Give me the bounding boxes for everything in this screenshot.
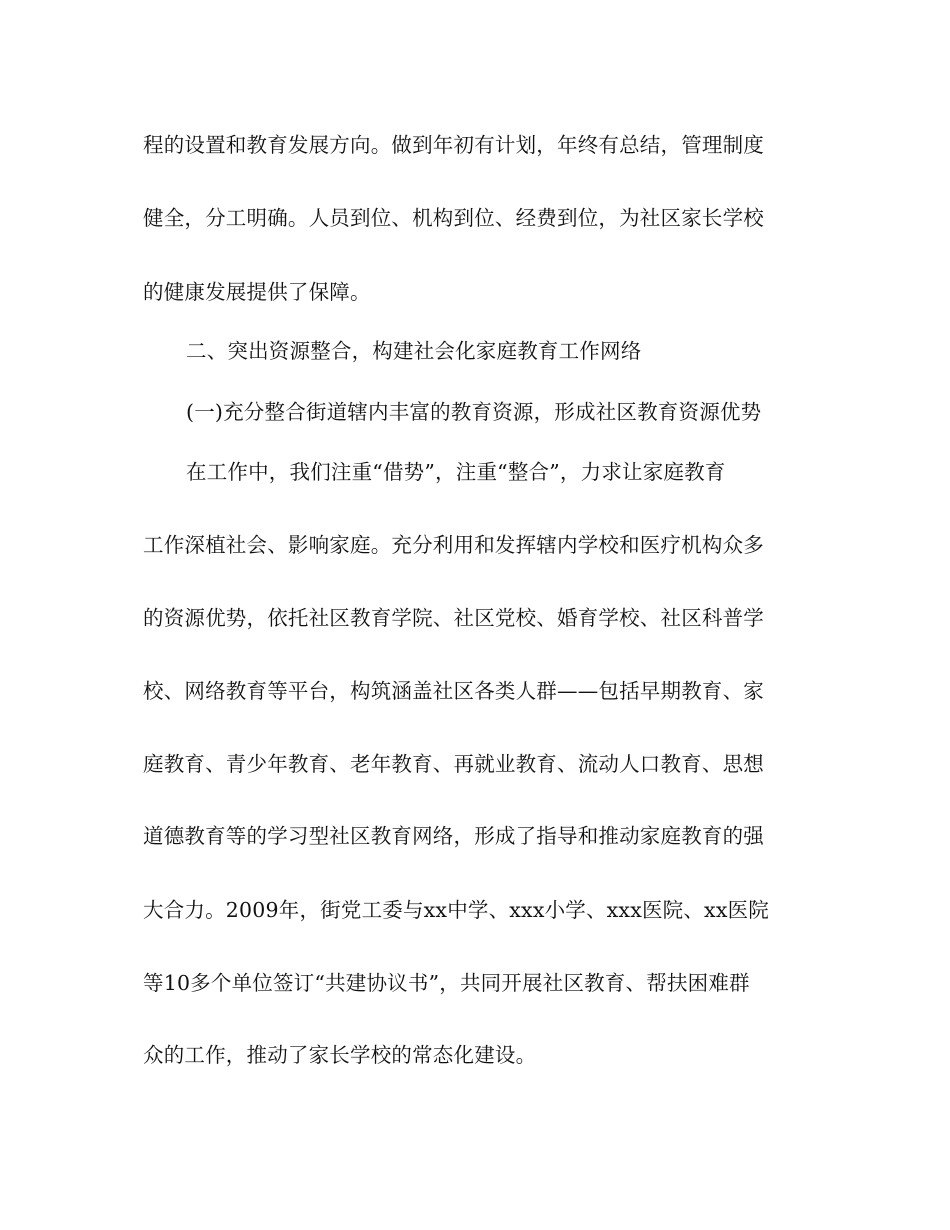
paragraph-line: 校、网络教育等平台，构筑涵盖社区各类人群——包括早期教育、家 (143, 679, 764, 703)
paragraph-line: 工作深植社会、影响家庭。充分利用和发挥辖内学校和医疗机构众多 (143, 533, 764, 557)
paragraph-line: 在工作中，我们注重“借势”，注重“整合”，力求让家庭教育 (186, 460, 726, 484)
paragraph-line: 大合力。2009年，街党工委与xx中学、xxx小学、xxx医院、xx医院 (143, 898, 769, 922)
paragraph-line: 众的工作，推动了家长学校的常态化建设。 (143, 1043, 537, 1067)
subsection-heading: (一)充分整合街道辖内丰富的教育资源，形成社区教育资源优势 (186, 400, 762, 424)
paragraph-line: 等10多个单位签订“共建协议书”，共同开展社区教育、帮扶困难群 (143, 971, 750, 995)
paragraph-line: 的资源优势，依托社区教育学院、社区党校、婚育学校、社区科普学 (143, 606, 764, 630)
section-heading: 二、突出资源整合，构建社会化家庭教育工作网络 (186, 339, 642, 363)
paragraph-line: 的健康发展提供了保障。 (143, 280, 371, 304)
paragraph-line: 健全，分工明确。人员到位、机构到位、经费到位，为社区家长学校 (143, 206, 764, 230)
paragraph-line: 程的设置和教育发展方向。做到年初有计划，年终有总结，管理制度 (143, 133, 764, 157)
paragraph-line: 道德教育等的学习型社区教育网络，形成了指导和推动家庭教育的强 (143, 824, 764, 848)
paragraph-line: 庭教育、青少年教育、老年教育、再就业教育、流动人口教育、思想 (143, 752, 764, 776)
